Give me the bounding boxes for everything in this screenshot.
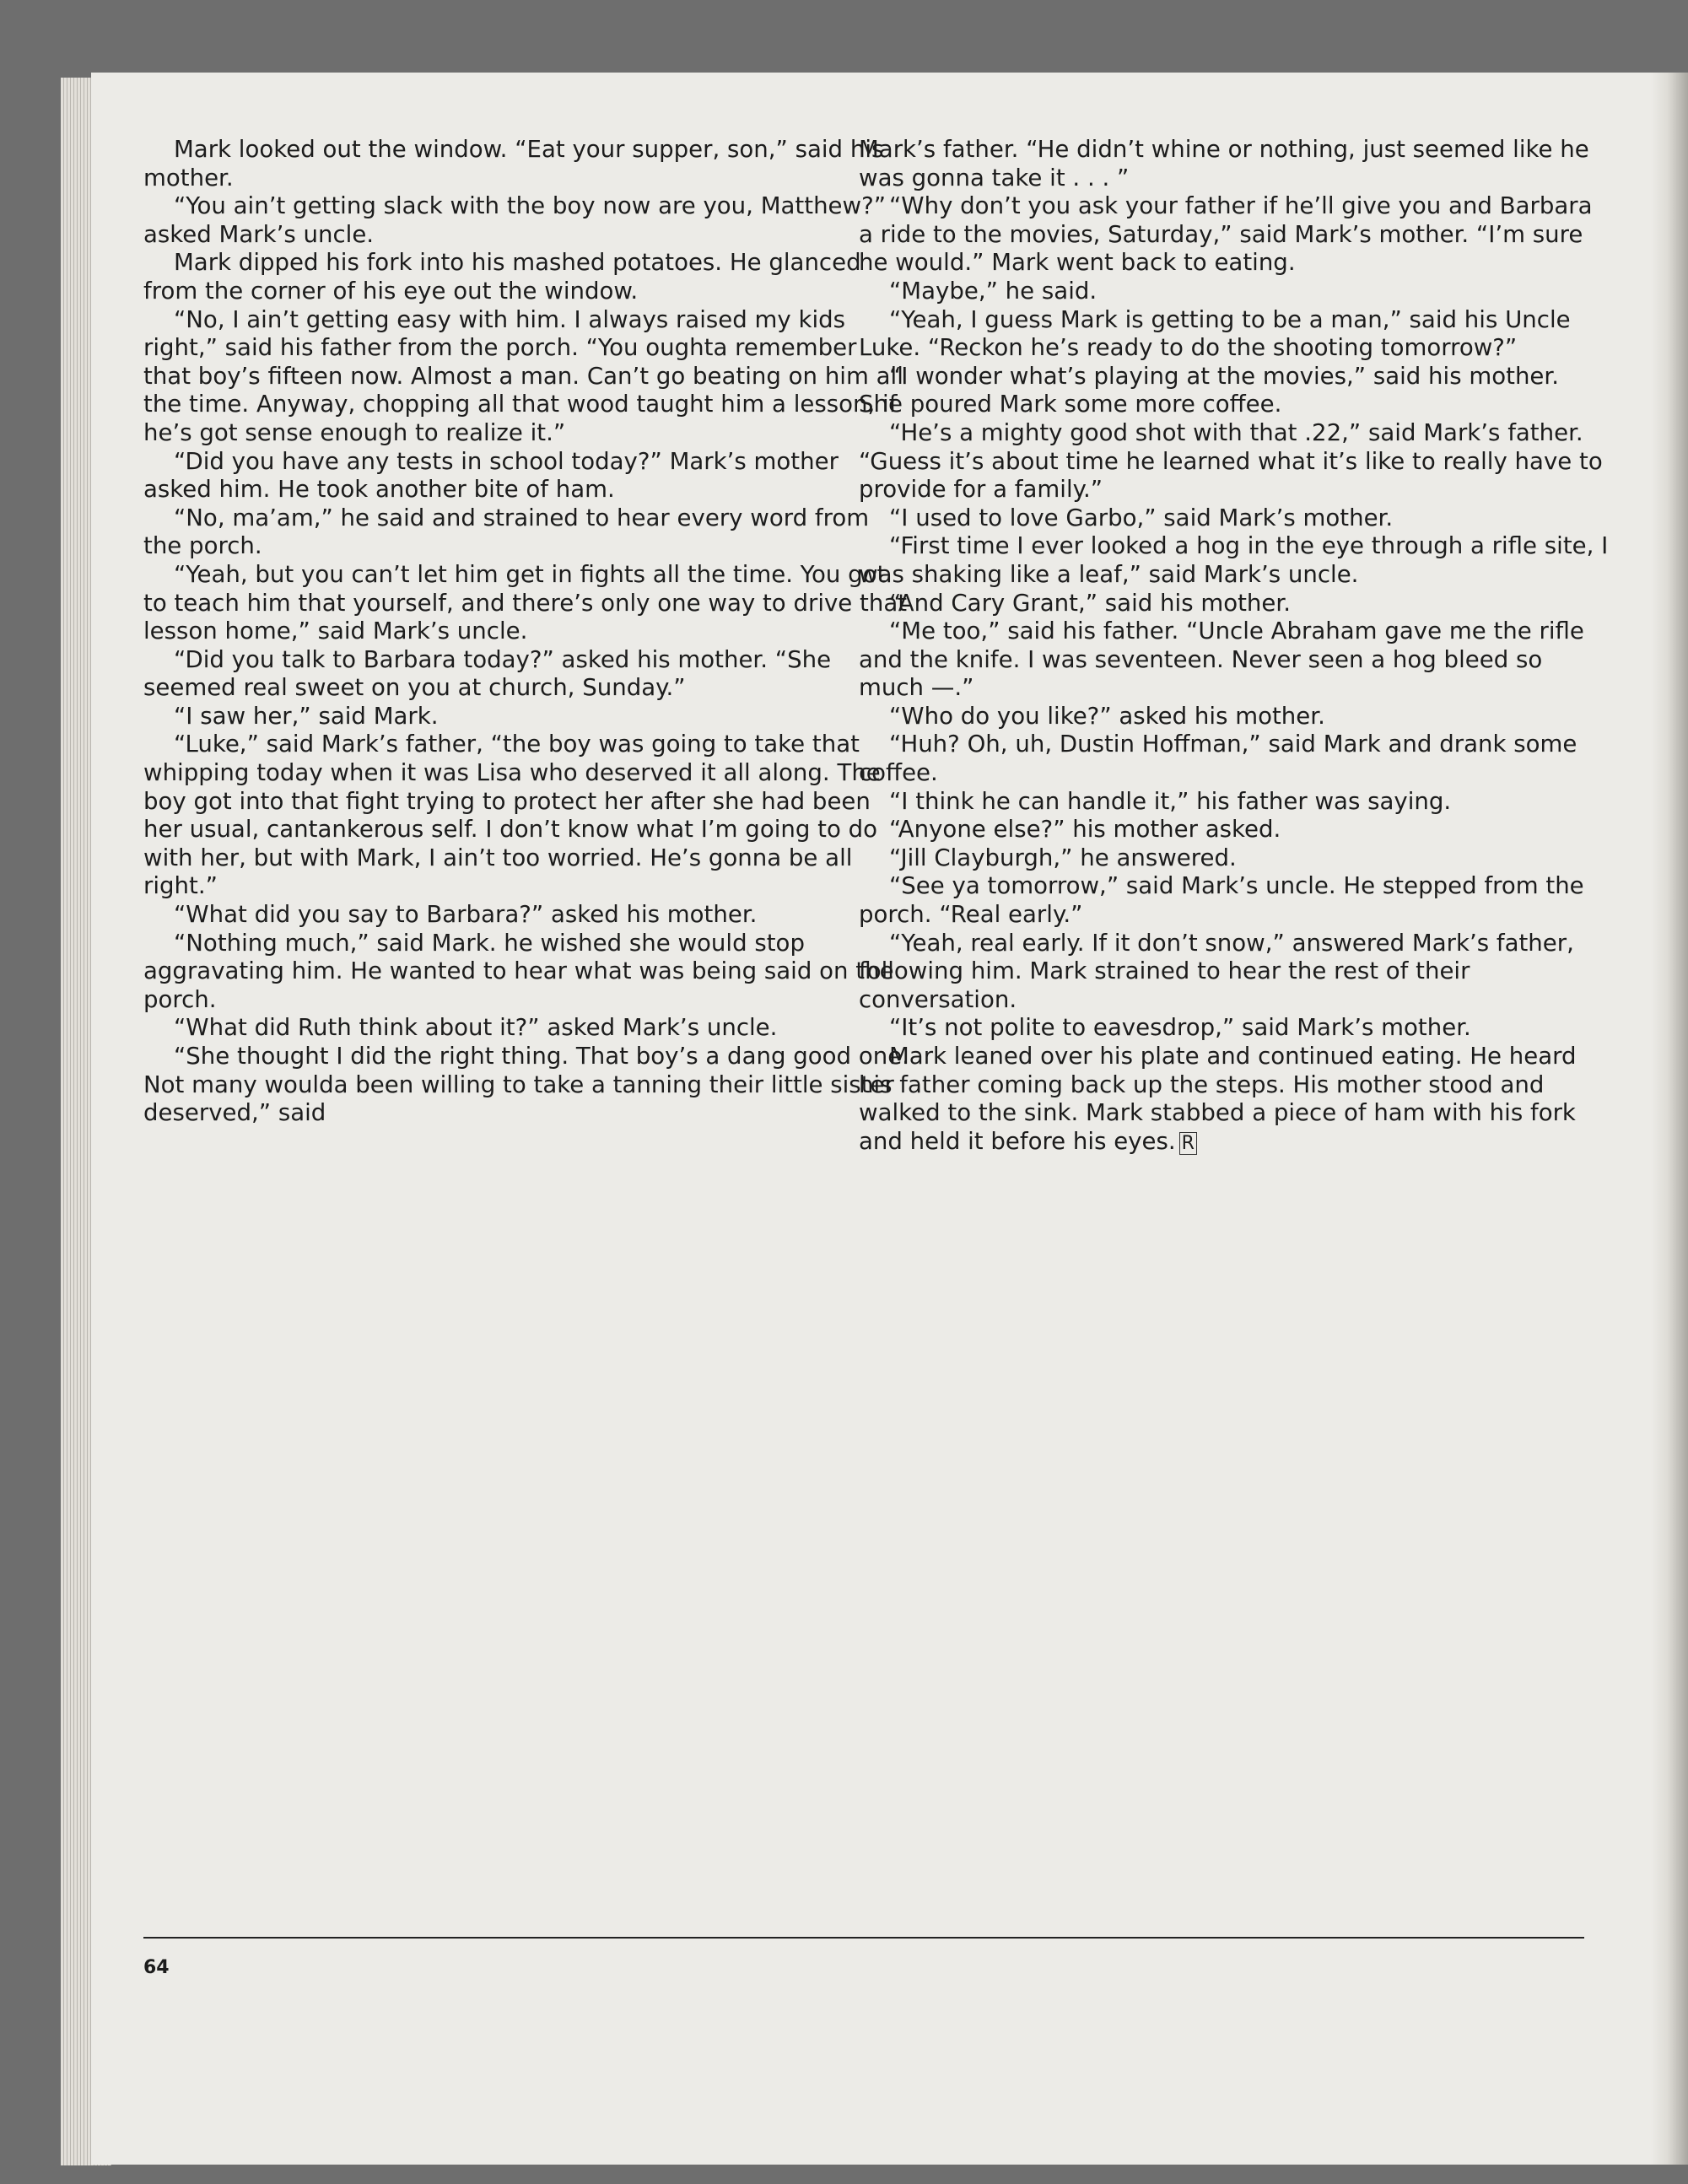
paragraph-text: “Who do you like?” asked his mother. — [889, 701, 1325, 730]
paragraph — [859, 1042, 1610, 1157]
paragraph — [859, 418, 1610, 504]
end-of-story-mark: R — [1179, 1132, 1197, 1155]
paragraph-text: “You ain’t getting slack with the boy now are you, Matthew?” asked Mark’s uncle. — [143, 191, 887, 248]
paragraph — [143, 560, 911, 645]
paragraph-text: “Did you talk to Barbara today?” asked his mother. “She seemed real sweet on you at church, Sunday.” — [143, 644, 832, 702]
paragraph — [859, 871, 1610, 928]
paragraph — [859, 305, 1610, 362]
page-spine-shadow — [1651, 73, 1688, 2165]
paragraph-text: “What did Ruth think about it?” asked Mark’s uncle. — [174, 1013, 778, 1042]
paragraph-text: “Luke,” said Mark’s father, “the boy was going to take that whipping today when it was Lisa who deserved it all along. The boy got into that fight trying to protect her after she had been her usual, cantankerous self. I don’t know what I’m going to do with her, but with Mark, I ain’t too worried. He’s gonna be all right.” — [143, 730, 881, 900]
paragraph-text: “It’s not polite to eavesdrop,” said Mark’s mother. — [889, 1013, 1471, 1042]
paragraph — [143, 1042, 911, 1127]
paragraph-text: “What did you say to Barbara?” asked his mother. — [174, 900, 758, 929]
paragraph-text: “Yeah, but you can’t let him get in fights all the time. You got to teach him that yourself, and there’s only one way to drive that lesson home,” said Mark’s uncle. — [143, 559, 908, 645]
paragraph-text: “No, ma’am,” he said and strained to hear every word from the porch. — [143, 503, 870, 560]
paragraph — [143, 702, 911, 731]
paragraph-text: “First time I ever looked a hog in the eye through a rifle site, I was shaking like a leaf,” said Mark’s uncle. — [859, 531, 1609, 588]
paragraph — [859, 504, 1610, 532]
paragraph-text: “Nothing much,” said Mark. he wished she would stop aggravating him. He wanted to hear what was being said on the porch. — [143, 928, 894, 1013]
paragraph — [859, 617, 1610, 702]
paragraph — [859, 135, 1610, 191]
paragraph-text: “Did you have any tests in school today?” Mark’s mother asked him. He took another bite of ham. — [143, 446, 839, 504]
paragraph — [859, 277, 1610, 305]
paragraph-text: “I saw her,” said Mark. — [174, 701, 439, 730]
right-text-column — [859, 135, 1610, 1157]
left-text-column — [143, 135, 911, 1127]
paragraph-text: Mark looked out the window. “Eat your supper, son,” said his mother. — [143, 135, 884, 191]
paragraph — [143, 730, 911, 900]
footer-rule — [143, 1937, 1584, 1939]
paragraph — [859, 589, 1610, 617]
paragraph — [143, 900, 911, 929]
paragraph — [859, 844, 1610, 872]
paragraph-text: “I used to love Garbo,” said Mark’s mother. — [889, 503, 1394, 531]
paragraph-text: “Yeah, real early. If it don’t snow,” answered Mark’s father, following him. Mark strained to hear the rest of their conversation. — [859, 928, 1574, 1013]
paragraph — [859, 362, 1610, 418]
paragraph — [143, 305, 911, 447]
paragraph — [859, 929, 1610, 1014]
paragraph — [143, 645, 911, 702]
paragraph — [859, 787, 1610, 816]
paragraph-text: Mark leaned over his plate and continued eating. He heard his father coming back up the steps. His mother stood and walked to the sink. Mark stabbed a piece of ham with his fork and held it before his eyes. — [859, 1042, 1577, 1155]
paragraph — [859, 531, 1610, 588]
paragraph — [859, 815, 1610, 844]
paragraph — [859, 191, 1610, 277]
paragraph — [859, 730, 1610, 786]
paragraph — [143, 447, 911, 504]
paragraph-text: “Jill Clayburgh,” he answered. — [889, 843, 1237, 871]
paragraph — [143, 135, 911, 191]
paragraph-text: “Huh? Oh, uh, Dustin Hoffman,” said Mark and drank some coffee. — [859, 730, 1577, 787]
paragraph-text: “See ya tomorrow,” said Mark’s uncle. He stepped from the porch. “Real early.” — [859, 871, 1584, 929]
paragraph-text: “No, I ain’t getting easy with him. I always raised my kids right,” said his father from the porch. “You oughta remember that boy’s fifteen now. Almost a man. Can’t go beating on him all the time. Anyway, chopping all that wood taught him a lesson, if he’s got sense enough to realize it.” — [143, 305, 903, 446]
paragraph-text: “He’s a mighty good shot with that .22,” said Mark’s father. “Guess it’s about time he learned what it’s like to really have to provide for a family.” — [859, 418, 1603, 504]
paragraph-text: Mark’s father. “He didn’t whine or nothing, just seemed like he was gonna take it . . . ” — [859, 135, 1589, 191]
paragraph-text: Mark dipped his fork into his mashed potatoes. He glanced from the corner of his eye out the window. — [143, 248, 861, 305]
page-number: 64 — [143, 1957, 170, 1978]
paragraph — [143, 929, 911, 1014]
paragraph — [143, 248, 911, 305]
paragraph-text: “Maybe,” he said. — [889, 276, 1097, 305]
paragraph-text: “I wonder what’s playing at the movies,” said his mother. She poured Mark some more coffee. — [859, 361, 1559, 418]
paragraph-text: “Yeah, I guess Mark is getting to be a man,” said his Uncle Luke. “Reckon he’s ready to do the shooting tomorrow?” — [859, 305, 1571, 362]
paragraph-text: “Why don’t you ask your father if he’ll give you and Barbara a ride to the movies, Saturday,” said Mark’s mother. “I’m sure he would.” Mark went back to eating. — [859, 191, 1593, 277]
paragraph-text: “Anyone else?” his mother asked. — [889, 815, 1281, 844]
paragraph-text: “I think he can handle it,” his father was saying. — [889, 786, 1452, 815]
paragraph-text: “She thought I did the right thing. That boy’s a dang good one. Not many woulda been willing to take a tanning their little sister deserved,” said — [143, 1042, 909, 1127]
paragraph — [859, 702, 1610, 731]
paragraph — [859, 1013, 1610, 1042]
paragraph — [143, 504, 911, 560]
paragraph-text: “And Cary Grant,” said his mother. — [889, 588, 1291, 617]
paragraph — [143, 191, 911, 248]
paragraph — [143, 1013, 911, 1042]
paragraph-text: “Me too,” said his father. “Uncle Abraham gave me the rifle and the knife. I was seventeen. Never seen a hog bleed so much —.” — [859, 617, 1584, 702]
